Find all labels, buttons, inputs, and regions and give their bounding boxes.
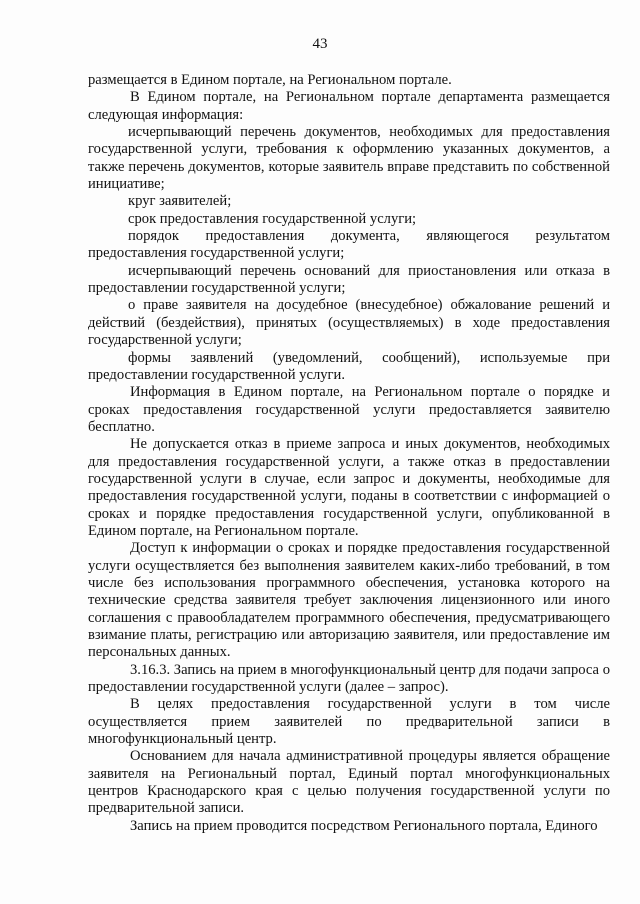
paragraph: Доступ к информации о сроках и порядке предоставления государственной услуги осуществляется без выполнения заявителем каких-либо требований, в том числе без использования программного обеспечения, установка которого на технические средства заявителя требует заключения лицензионного или иного соглашения с правообладателем программного обеспечения, предусматривающего взимание платы, регистрацию или авторизацию заявителя, или предоставление им персональных данных.	[88, 540, 610, 661]
paragraph: размещается в Едином портале, на Региональном портале.	[88, 72, 452, 88]
list-item: исчерпывающий перечень оснований для приостановления или отказа в предоставлении государственной услуги;	[88, 262, 610, 297]
paragraph: Запись на прием проводится посредством Регионального портала, Единого	[130, 817, 598, 834]
list-item: исчерпывающий перечень документов, необходимых для предоставления государственной услуги, требования к оформлению указанных документов, а также перечень документов, которые заявитель вправе представить по собственной инициативе;	[88, 124, 610, 193]
document-body	[88, 72, 610, 835]
page-number: 43	[312, 36, 328, 52]
section-heading-paragraph: 3.16.3. Запись на прием в многофункциональный центр для подачи запроса о предоставлении государственной услуги (далее – запрос).	[88, 661, 610, 696]
list-item: круг заявителей;	[128, 193, 232, 210]
list-item: срок предоставления государственной услуги;	[128, 210, 417, 227]
paragraph: Информация в Едином портале, на Региональном портале о порядке и сроках предоставления государственной услуги предоставляется заявителю бесплатно.	[88, 384, 610, 435]
paragraph: Основанием для начала административной процедуры является обращение заявителя на Региональный портал, Единый портал многофункциональных центров Краснодарского края с целью получения государственной услуги по предварительной записи.	[88, 748, 610, 817]
list-item: порядок предоставления документа, являющегося результатом предоставления государственной услуги;	[88, 228, 610, 262]
paragraph: В Едином портале, на Региональном портале департамента размещается следующая информация:	[88, 89, 610, 123]
paragraph: Не допускается отказ в приеме запроса и иных документов, необходимых для предоставления государственной услуги, а также отказ в предоставлении государственной услуги в случае, если запрос и документы, необходимые для предоставления государственной услуги, поданы в соответствии с информацией о сроках и порядке предоставления государственной услуги, опубликованной в Едином портале, на Региональном портале.	[88, 436, 610, 539]
list-item: о праве заявителя на досудебное (внесудебное) обжалование решений и действий (бездействия), принятых (осуществляемых) в ходе предоставления государственной услуги;	[88, 297, 610, 349]
list-item: формы заявлений (уведомлений, сообщений), используемые при предоставлении государственной услуги.	[88, 349, 610, 383]
paragraph: В целях предоставления государственной услуги в том числе осуществляется прием заявителей по предварительной записи в многофункциональный центр.	[88, 696, 610, 748]
